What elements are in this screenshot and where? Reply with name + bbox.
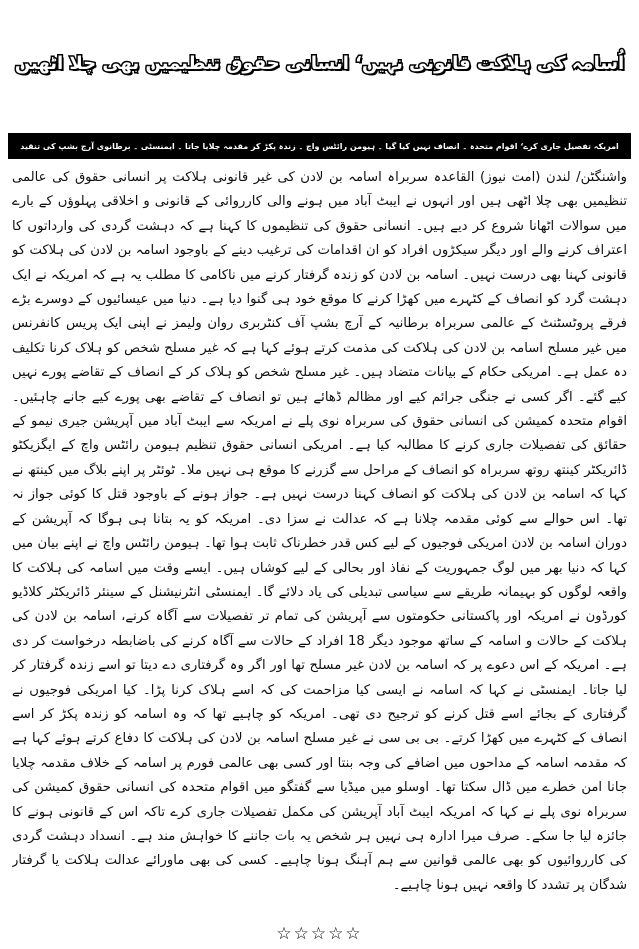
subheadline-bar: امریکہ تفصیل جاری کرے‘ اقوام متحدہ ۔ انصاف نہیں کیا گیا ۔ ہیومن رائٹس واچ ۔ زندہ پکڑ کر مقدمہ چلایا جاتا ۔ ایمنسٹی ۔ برطانوی آرچ بشپ کی تنقید	[8, 133, 631, 159]
article-body	[12, 166, 627, 916]
headline-banner	[8, 8, 631, 120]
article-paragraph: واشنگٹن/ لندن (امت نیوز) القاعدہ سربراہ اسامہ بن لادن کی غیر قانونی ہلاکت پر انسانی حقوق کی عالمی تنظیمیں بھی چلا اٹھی ہیں اور انہوں نے ایبٹ آباد میں ہونے والی کارروائی کے قانونی و اخلاقی پہلوؤں کے بارے میں سوالات اٹھانا شروع کر دیے ہیں۔ انسانی حقوق کی تنظیموں کا کہنا ہے کہ دہشت گردی کی وارداتوں کا اعتراف کرنے والے اور دیگر سیکڑوں افراد کو ان اقدامات کی ترغیب دینے کے باوجود اسامہ بن لادن کی ہلاکت کو قانونی کہنا بھی درست نہیں۔ اسامہ بن لادن کو زندہ گرفتار کرنے میں ناکامی کا مطلب یہ ہے کہ امریکہ نے ایک دہشت گرد کو انصاف کے کٹہرے میں کھڑا کرنے کا موقع خود ہی گنوا دیا ہے۔ دنیا میں عیسائیوں کے دوسرے بڑے فرقے پروٹسٹنٹ کے عالمی سربراہ برطانیہ کے آرچ بشپ آف کنٹربری روان ولیمز نے اپنی ایک پریس کانفرنس میں غیر مسلح اسامہ بن لادن کی ہلاکت کی مذمت کرتے ہوئے کہا ہے کہ غیر مسلح شخص کو ہلاک کرنا تکلیف دہ عمل ہے۔ امریکی حکام کے بیانات متضاد ہیں۔ غیر مسلح شخص کو ہلاک کر کے انصاف کے تقاضے پورے نہیں کیے گئے۔ اگر کسی نے جنگی جرائم کیے اور مظالم ڈھائے ہیں تو انصاف کے تقاضے بھی پورے کیے جانے چاہئیں۔ اقوام متحدہ کمیشن کی انسانی حقوق کی سربراہ نوی پلے نے امریکہ سے ایبٹ آباد میں آپریشن جیری نیمو کے حقائق کی تفصیلات جاری کرنے کا مطالبہ کیا ہے۔ امریکی انسانی حقوق تنظیم ہیومن رائٹس واچ کے ایگزیکٹو ڈائریکٹر کینتھ روتھ سربراہ کو انصاف کے مراحل سے گزرنے کا موقع ہی نہیں ملا۔ ٹوئٹر پر اپنے بلاگ میں کینتھ نے کہا کہ اسامہ بن لادن کی ہلاکت کو انصاف کہنا درست نہیں ہے۔ جواز ہونے کے باوجود قتل کا کوئی جواز نہ تھا۔ اس حوالے سے کوئی مقدمہ چلانا ہے کہ عدالت نے سزا دی۔ امریکہ کو یہ بتانا ہی ہوگا کہ آپریشن کے دوران اسامہ بن لادن امریکی فوجیوں کے لیے کس قدر خطرناک ثابت ہوا تھا۔ ہیومن رائٹس واچ نے اپنے بیان میں کہا کہ دنیا بھر میں لوگ جمہوریت کے نفاذ اور بحالی کے لیے کوشاں ہیں۔ ایسے وقت میں اسامہ کی ہلاکت کا واقعہ لوگوں کو بہیمانہ طریقے سے سیاسی تبدیلی کی یاد دلائے گا۔ ایمنسٹی انٹرنیشنل کے سینئر ڈائریکٹر کلاڈیو کورڈون نے امریکہ اور پاکستانی حکومتوں سے آپریشن کی تمام تر تفصیلات سے آگاہ کرنے، اسامہ بن لادن کی ہلاکت کے حالات و اسامہ کے ساتھ موجود دیگر 18 افراد کے حالات سے آگاہ کرنے کی باضابطہ درخواست کر دی ہے۔ امریکہ کے اس دعوے پر کہ اسامہ بن لادن غیر مسلح تھا اور اگر وہ گرفتاری دے دیتا تو اسے زندہ گرفتار کر لیا جاتا۔ ایمنسٹی نے کہا کہ اسامہ نے ایسی کیا مزاحمت کی کہ اسے ہلاک کرنا پڑا۔ کیا امریکی فوجیوں نے گرفتاری کے بجائے اسے قتل کرنے کو ترجیح دی تھی۔ امریکہ کو چاہیے تھا کہ وہ اسامہ کو زندہ پکڑ کر اسے انصاف کے کٹہرے میں کھڑا کرتے۔ بی بی سی نے غیر مسلح اسامہ بن لادن کی ہلاکت کا دفاع کرتے ہوئے کہا ہے کہ مقدمہ اسامہ کے مداحوں میں اضافے کی وجہ بنتا اور کسی بھی عالمی فورم پر اسامہ کے خلاف مقدمہ چلایا جانا امن خطرے میں ڈال سکتا تھا۔ اوسلو میں میڈیا سے گفتگو میں اقوام متحدہ کی انسانی حقوق کمیشن کی سربراہ نوی پلے نے کہا کہ امریکہ ایبٹ آباد آپریشن کی مکمل تفصیلات جاری کرے تاکہ اس کے قانونی ہونے کا جائزہ لیا جا سکے۔ صرف میرا ادارہ ہی نہیں ہر شخص یہ بات جاننے کا خواہش مند ہے۔ انسداد دہشت گردی کی کارروائیوں کو بھی عالمی قوانین سے ہم آہنگ ہونا چاہیے۔ کسی کی بھی ماورائے عدالت ہلاکت یا گرفتار شدگان پر تشدد کا واقعہ نہیں ہونا چاہیے۔	[12, 170, 627, 893]
headline-title: اُسامہ کی ہلاکت قانونی نہیں‘ انسانی حقوق تنظیمیں بھی چلا اٹھیں	[14, 52, 625, 74]
footer-stars: ☆☆☆☆☆	[276, 924, 363, 944]
